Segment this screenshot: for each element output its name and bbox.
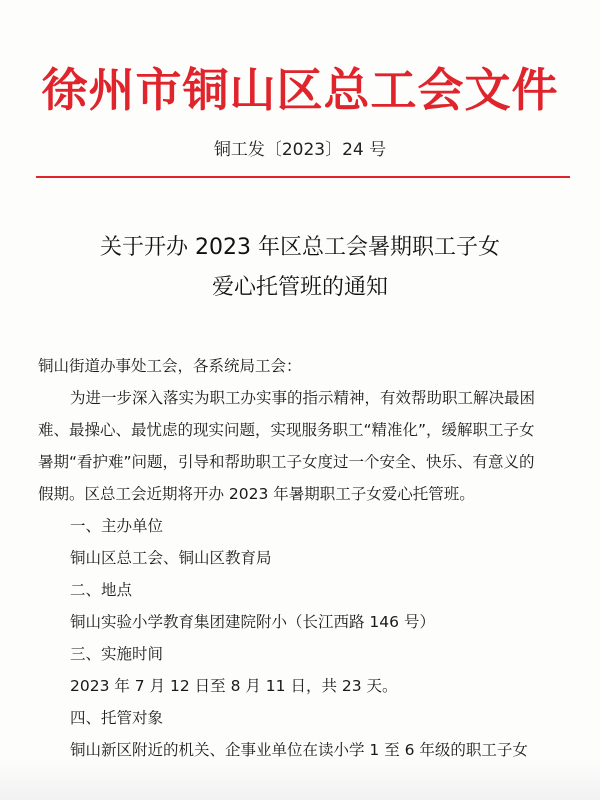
section-heading-organizer: 一、主办单位 [70, 517, 164, 535]
intro-line-2: 难、最操心、最忧虑的现实问题，实现服务职工“精准化”，缓解职工子女 [38, 421, 535, 439]
notice-title-line-1: 关于开办 2023 年区总工会暑期职工子女 [100, 235, 500, 260]
intro-line-4: 假期。区总工会近期将开办 2023 年暑期职工子女爱心托管班。 [38, 485, 475, 503]
red-divider-rule [36, 176, 570, 178]
section-content-target: 铜山新区附近的机关、企事业单位在读小学 1 至 6 年级的职工子女 [70, 741, 528, 759]
document-number: 铜工发〔2023〕24 号 [213, 140, 387, 160]
section-content-location: 铜山实验小学教育集团建院附小（长江西路 146 号） [70, 613, 435, 631]
intro-line-3: 暑期“看护难”问题，引导和帮助职工子女度过一个安全、快乐、有意义的 [38, 453, 535, 471]
intro-line-1: 为进一步深入落实为职工办实事的指示精神，有效帮助职工解决最困 [70, 389, 536, 407]
notice-title-line-2: 爱心托管班的通知 [211, 275, 388, 300]
document-header-title: 徐州市铜山区总工会文件 [41, 63, 559, 117]
salutation: 铜山街道办事处工会，各系统局工会： [38, 357, 302, 375]
notice-title [0, 228, 600, 308]
notice-body [38, 350, 578, 766]
section-heading-target: 四、托管对象 [70, 709, 164, 727]
section-content-organizer: 铜山区总工会、铜山区教育局 [70, 549, 272, 567]
section-heading-location: 二、地点 [70, 581, 133, 599]
page-bottom-shadow [0, 760, 600, 800]
section-content-time: 2023 年 7 月 12 日至 8 月 11 日，共 23 天。 [70, 677, 398, 695]
section-heading-time: 三、实施时间 [70, 645, 164, 663]
